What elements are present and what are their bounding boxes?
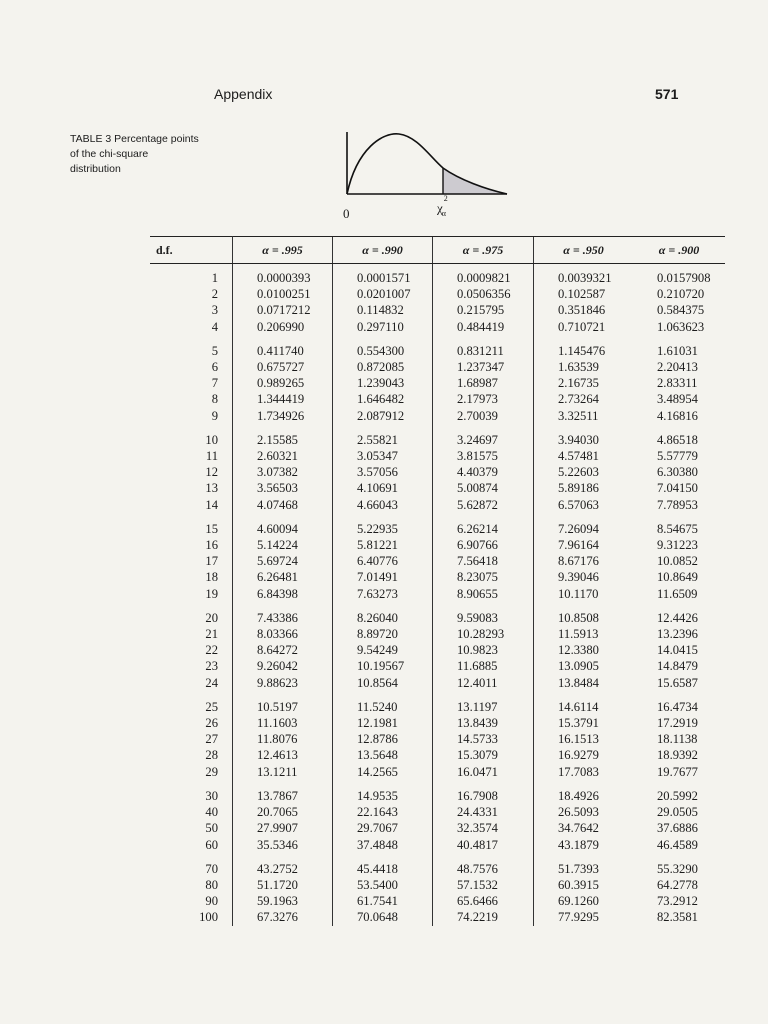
- cell-df: 2: [150, 286, 233, 302]
- cell-alpha-990: 6.40776: [333, 553, 433, 569]
- table-row: [150, 626, 725, 642]
- cell-df: 20: [150, 602, 233, 626]
- cell-alpha-995: 2.15585: [233, 424, 333, 448]
- cell-alpha-975: 0.0506356: [433, 286, 534, 302]
- cell-df: 50: [150, 820, 233, 836]
- cell-alpha-990: 1.239043: [333, 375, 433, 391]
- cell-alpha-950: 3.32511: [534, 408, 634, 424]
- table-row: [150, 675, 725, 691]
- cell-df: 1: [150, 264, 233, 287]
- cell-alpha-995: 1.344419: [233, 391, 333, 407]
- cell-alpha-995: 12.4613: [233, 747, 333, 763]
- cell-df: 3: [150, 302, 233, 318]
- cell-alpha-995: 51.1720: [233, 877, 333, 893]
- cell-alpha-995: 4.07468: [233, 497, 333, 513]
- cell-df: 8: [150, 391, 233, 407]
- table-row: [150, 837, 725, 853]
- cell-alpha-900: 0.0157908: [657, 271, 711, 285]
- cell-df: 13: [150, 480, 233, 496]
- table-row: [150, 553, 725, 569]
- cell-alpha-975: 1.237347: [433, 359, 534, 375]
- cell-alpha-990: 2.087912: [333, 408, 433, 424]
- table-row: [150, 642, 725, 658]
- cell-alpha-990: 29.7067: [333, 820, 433, 836]
- cell-alpha-975: 14.5733: [433, 731, 534, 747]
- table-row: [150, 586, 725, 602]
- cell-alpha-995: 0.989265: [233, 375, 333, 391]
- table-row: [150, 448, 725, 464]
- cell-alpha-995: 1.734926: [233, 408, 333, 424]
- table-row: [150, 877, 725, 893]
- cell-alpha-975: 65.6466: [433, 893, 534, 909]
- cell-alpha-990: 0.0201007: [333, 286, 433, 302]
- cell-alpha-975: 5.62872: [433, 497, 534, 513]
- cell-alpha-990: 45.4418: [333, 853, 433, 877]
- cell-alpha-950: 8.67176: [534, 553, 634, 569]
- cell-alpha-900: 4.86518: [657, 432, 698, 447]
- cell-alpha-950: 1.63539: [534, 359, 634, 375]
- cell-alpha-990: 53.5400: [333, 877, 433, 893]
- cell-alpha-900: 37.6886: [657, 821, 698, 836]
- cell-alpha-990: 9.54249: [333, 642, 433, 658]
- cell-df: 23: [150, 658, 233, 674]
- cell-alpha-975: 0.484419: [433, 319, 534, 335]
- cell-df: 28: [150, 747, 233, 763]
- table-row: [150, 359, 725, 375]
- cell-df: 7: [150, 375, 233, 391]
- cell-df: 40: [150, 804, 233, 820]
- cell-alpha-990: 7.01491: [333, 569, 433, 585]
- cell-df: 10: [150, 424, 233, 448]
- cell-alpha-995: 9.88623: [233, 675, 333, 691]
- figure-origin-label: 0: [343, 206, 350, 221]
- upper-tail-shaded-area: [443, 168, 507, 194]
- cell-alpha-900: 0.210720: [657, 287, 705, 302]
- cell-alpha-975: 40.4817: [433, 837, 534, 853]
- cell-alpha-950: 77.9295: [534, 909, 634, 925]
- cell-alpha-975: 13.1197: [433, 691, 534, 715]
- header-alpha-900: α = .900: [633, 237, 725, 264]
- cell-alpha-975: 1.68987: [433, 375, 534, 391]
- cell-alpha-990: 70.0648: [333, 909, 433, 925]
- table-row: [150, 780, 725, 804]
- table-row: [150, 286, 725, 302]
- cell-alpha-950: 6.57063: [534, 497, 634, 513]
- cell-alpha-900: 0.584375: [657, 303, 705, 318]
- cell-alpha-900: 18.9392: [657, 748, 698, 763]
- cell-alpha-995: 7.43386: [233, 602, 333, 626]
- cell-alpha-950: 5.22603: [534, 464, 634, 480]
- cell-alpha-995: 3.07382: [233, 464, 333, 480]
- cell-alpha-900: 17.2919: [657, 716, 698, 731]
- cell-alpha-950: 9.39046: [534, 569, 634, 585]
- cell-alpha-990: 7.63273: [333, 586, 433, 602]
- cell-alpha-975: 16.0471: [433, 764, 534, 780]
- chi-square-density-figure: [335, 128, 515, 204]
- table-row: [150, 375, 725, 391]
- cell-alpha-900: 2.83311: [657, 376, 698, 391]
- cell-alpha-950: 13.8484: [534, 675, 634, 691]
- cell-alpha-950: 10.1170: [534, 586, 634, 602]
- table-row: [150, 302, 725, 318]
- cell-alpha-900: 1.063623: [657, 319, 705, 334]
- cell-alpha-975: 7.56418: [433, 553, 534, 569]
- cell-alpha-900: 14.8479: [657, 659, 698, 674]
- cell-alpha-975: 8.90655: [433, 586, 534, 602]
- cell-alpha-990: 8.89720: [333, 626, 433, 642]
- cell-df: 24: [150, 675, 233, 691]
- cell-alpha-950: 17.7083: [534, 764, 634, 780]
- cell-alpha-975: 13.8439: [433, 715, 534, 731]
- table-caption: TABLE 3 Percentage points of the chi-square distribution: [70, 133, 199, 175]
- cell-alpha-950: 14.6114: [534, 691, 634, 715]
- cell-alpha-975: 6.26214: [433, 513, 534, 537]
- cell-alpha-900: 7.78953: [657, 497, 698, 512]
- cell-alpha-975: 0.831211: [433, 335, 534, 359]
- cell-df: 100: [150, 909, 233, 925]
- cell-alpha-995: 6.84398: [233, 586, 333, 602]
- cell-df: 19: [150, 586, 233, 602]
- cell-alpha-990: 0.114832: [333, 302, 433, 318]
- cell-alpha-900: 12.4426: [657, 610, 698, 625]
- figure-chi-label: [437, 194, 448, 218]
- cell-alpha-995: 20.7065: [233, 804, 333, 820]
- cell-alpha-990: 12.8786: [333, 731, 433, 747]
- cell-alpha-950: 15.3791: [534, 715, 634, 731]
- cell-df: 15: [150, 513, 233, 537]
- table-header-row: [150, 237, 725, 264]
- cell-alpha-950: 43.1879: [534, 837, 634, 853]
- cell-alpha-975: 16.7908: [433, 780, 534, 804]
- cell-alpha-950: 26.5093: [534, 804, 634, 820]
- cell-alpha-950: 16.9279: [534, 747, 634, 763]
- cell-df: 11: [150, 448, 233, 464]
- cell-alpha-995: 8.03366: [233, 626, 333, 642]
- header-df: d.f.: [150, 237, 233, 264]
- table-row: [150, 747, 725, 763]
- cell-alpha-995: 0.675727: [233, 359, 333, 375]
- table-row: [150, 602, 725, 626]
- cell-alpha-900: 1.61031: [657, 343, 698, 358]
- cell-alpha-900: 20.5992: [657, 788, 698, 803]
- cell-alpha-995: 3.56503: [233, 480, 333, 496]
- table-row: [150, 464, 725, 480]
- cell-alpha-995: 4.60094: [233, 513, 333, 537]
- cell-alpha-950: 11.5913: [534, 626, 634, 642]
- cell-alpha-990: 0.297110: [333, 319, 433, 335]
- cell-df: 18: [150, 569, 233, 585]
- cell-alpha-995: 59.1963: [233, 893, 333, 909]
- cell-alpha-990: 4.66043: [333, 497, 433, 513]
- cell-alpha-900: 15.6587: [657, 675, 698, 690]
- table-row: [150, 408, 725, 424]
- cell-alpha-995: 11.1603: [233, 715, 333, 731]
- table-row: [150, 715, 725, 731]
- cell-alpha-950: 69.1260: [534, 893, 634, 909]
- cell-alpha-900: 64.2778: [657, 877, 698, 892]
- cell-alpha-990: 13.5648: [333, 747, 433, 763]
- header-alpha-950: α = .950: [534, 237, 634, 264]
- cell-alpha-900: 6.30380: [657, 465, 698, 480]
- table-row: [150, 893, 725, 909]
- cell-df: 16: [150, 537, 233, 553]
- cell-df: 70: [150, 853, 233, 877]
- cell-alpha-950: 1.145476: [534, 335, 634, 359]
- cell-alpha-990: 5.22935: [333, 513, 433, 537]
- table-row: [150, 391, 725, 407]
- cell-alpha-900: 11.6509: [657, 586, 698, 601]
- cell-alpha-975: 8.23075: [433, 569, 534, 585]
- cell-alpha-975: 3.81575: [433, 448, 534, 464]
- table-row: [150, 424, 725, 448]
- table-body: [150, 264, 725, 926]
- cell-alpha-990: 22.1643: [333, 804, 433, 820]
- cell-df: 22: [150, 642, 233, 658]
- cell-alpha-990: 37.4848: [333, 837, 433, 853]
- cell-alpha-995: 0.0100251: [233, 286, 333, 302]
- cell-alpha-950: 18.4926: [534, 780, 634, 804]
- cell-alpha-950: 0.710721: [534, 319, 634, 335]
- cell-alpha-975: 32.3574: [433, 820, 534, 836]
- cell-alpha-975: 2.70039: [433, 408, 534, 424]
- table-row: [150, 764, 725, 780]
- table-row: [150, 909, 725, 925]
- cell-alpha-950: 2.16735: [534, 375, 634, 391]
- cell-alpha-950: 4.57481: [534, 448, 634, 464]
- cell-alpha-995: 8.64272: [233, 642, 333, 658]
- cell-alpha-975: 5.00874: [433, 480, 534, 496]
- cell-alpha-950: 60.3915: [534, 877, 634, 893]
- cell-alpha-990: 8.26040: [333, 602, 433, 626]
- cell-df: 30: [150, 780, 233, 804]
- cell-df: 27: [150, 731, 233, 747]
- cell-alpha-975: 57.1532: [433, 877, 534, 893]
- cell-alpha-975: 12.4011: [433, 675, 534, 691]
- chi-superscript: 2: [443, 194, 448, 203]
- table-row: [150, 731, 725, 747]
- cell-alpha-995: 5.14224: [233, 537, 333, 553]
- cell-alpha-995: 2.60321: [233, 448, 333, 464]
- cell-alpha-995: 13.1211: [233, 764, 333, 780]
- cell-df: 4: [150, 319, 233, 335]
- page-number: 571: [655, 86, 679, 102]
- cell-alpha-900: 3.48954: [657, 392, 698, 407]
- cell-alpha-950: 5.89186: [534, 480, 634, 496]
- running-header-section: Appendix: [214, 86, 273, 102]
- cell-alpha-900: 14.0415: [657, 643, 698, 658]
- cell-alpha-990: 1.646482: [333, 391, 433, 407]
- cell-alpha-995: 35.5346: [233, 837, 333, 853]
- cell-alpha-975: 9.59083: [433, 602, 534, 626]
- cell-alpha-990: 10.19567: [333, 658, 433, 674]
- cell-df: 9: [150, 408, 233, 424]
- cell-alpha-900: 10.8649: [657, 570, 698, 585]
- cell-alpha-990: 3.57056: [333, 464, 433, 480]
- cell-alpha-950: 0.0039321: [534, 264, 634, 287]
- header-alpha-990: α = .990: [333, 237, 433, 264]
- cell-alpha-900: 29.0505: [657, 805, 698, 820]
- cell-alpha-990: 10.8564: [333, 675, 433, 691]
- cell-alpha-975: 24.4331: [433, 804, 534, 820]
- table-row: [150, 264, 725, 287]
- cell-alpha-975: 0.215795: [433, 302, 534, 318]
- cell-alpha-990: 0.0001571: [333, 264, 433, 287]
- cell-alpha-975: 2.17973: [433, 391, 534, 407]
- cell-alpha-975: 15.3079: [433, 747, 534, 763]
- cell-alpha-950: 0.351846: [534, 302, 634, 318]
- cell-alpha-950: 51.7393: [534, 853, 634, 877]
- cell-alpha-995: 67.3276: [233, 909, 333, 925]
- cell-alpha-900: 19.7677: [657, 764, 698, 779]
- cell-alpha-900: 16.4734: [657, 699, 698, 714]
- density-curve: [347, 134, 507, 194]
- cell-alpha-975: 3.24697: [433, 424, 534, 448]
- cell-alpha-900: 4.16816: [657, 408, 698, 423]
- cell-alpha-995: 6.26481: [233, 569, 333, 585]
- cell-alpha-995: 5.69724: [233, 553, 333, 569]
- cell-df: 25: [150, 691, 233, 715]
- cell-alpha-950: 2.73264: [534, 391, 634, 407]
- header-alpha-995: α = .995: [233, 237, 333, 264]
- cell-alpha-900: 46.4589: [657, 837, 698, 852]
- cell-alpha-990: 12.1981: [333, 715, 433, 731]
- chi-subscript: α: [441, 208, 446, 218]
- table-row: [150, 513, 725, 537]
- cell-alpha-975: 0.0009821: [433, 264, 534, 287]
- cell-alpha-975: 6.90766: [433, 537, 534, 553]
- cell-alpha-995: 11.8076: [233, 731, 333, 747]
- cell-df: 6: [150, 359, 233, 375]
- cell-alpha-995: 43.2752: [233, 853, 333, 877]
- cell-alpha-900: 82.3581: [657, 910, 698, 925]
- cell-alpha-900: 55.3290: [657, 861, 698, 876]
- table-row: [150, 804, 725, 820]
- cell-alpha-990: 0.872085: [333, 359, 433, 375]
- cell-alpha-950: 3.94030: [534, 424, 634, 448]
- table-row: [150, 691, 725, 715]
- cell-alpha-900: 13.2396: [657, 627, 698, 642]
- cell-alpha-975: 4.40379: [433, 464, 534, 480]
- cell-alpha-950: 34.7642: [534, 820, 634, 836]
- cell-alpha-975: 10.9823: [433, 642, 534, 658]
- cell-df: 26: [150, 715, 233, 731]
- cell-alpha-950: 16.1513: [534, 731, 634, 747]
- table-row: [150, 569, 725, 585]
- cell-alpha-900: 73.2912: [657, 894, 698, 909]
- table-row: [150, 820, 725, 836]
- cell-alpha-990: 14.9535: [333, 780, 433, 804]
- cell-df: 5: [150, 335, 233, 359]
- cell-alpha-990: 2.55821: [333, 424, 433, 448]
- cell-df: 90: [150, 893, 233, 909]
- cell-alpha-995: 9.26042: [233, 658, 333, 674]
- cell-alpha-995: 0.411740: [233, 335, 333, 359]
- cell-alpha-975: 74.2219: [433, 909, 534, 925]
- table-row: [150, 497, 725, 513]
- cell-alpha-995: 27.9907: [233, 820, 333, 836]
- cell-alpha-995: 0.206990: [233, 319, 333, 335]
- cell-alpha-900: 18.1138: [657, 732, 698, 747]
- cell-df: 14: [150, 497, 233, 513]
- cell-alpha-995: 13.7867: [233, 780, 333, 804]
- cell-alpha-975: 10.28293: [433, 626, 534, 642]
- cell-alpha-900: 2.20413: [657, 360, 698, 375]
- table-row: [150, 335, 725, 359]
- chi-symbol: χ: [437, 200, 443, 216]
- cell-alpha-990: 5.81221: [333, 537, 433, 553]
- cell-alpha-995: 10.5197: [233, 691, 333, 715]
- cell-alpha-950: 7.26094: [534, 513, 634, 537]
- cell-df: 12: [150, 464, 233, 480]
- cell-df: 60: [150, 837, 233, 853]
- cell-alpha-950: 13.0905: [534, 658, 634, 674]
- cell-alpha-900: 5.57779: [657, 449, 698, 464]
- cell-alpha-950: 7.96164: [534, 537, 634, 553]
- cell-alpha-990: 61.7541: [333, 893, 433, 909]
- cell-alpha-900: 9.31223: [657, 538, 698, 553]
- cell-df: 17: [150, 553, 233, 569]
- cell-alpha-995: 0.0000393: [233, 264, 333, 287]
- table-row: [150, 480, 725, 496]
- cell-alpha-950: 12.3380: [534, 642, 634, 658]
- table-row: [150, 658, 725, 674]
- cell-df: 21: [150, 626, 233, 642]
- cell-alpha-995: 0.0717212: [233, 302, 333, 318]
- cell-alpha-990: 14.2565: [333, 764, 433, 780]
- cell-alpha-900: 10.0852: [657, 554, 698, 569]
- header-alpha-975: α = .975: [433, 237, 534, 264]
- cell-alpha-990: 0.554300: [333, 335, 433, 359]
- cell-alpha-950: 0.102587: [534, 286, 634, 302]
- cell-alpha-990: 3.05347: [333, 448, 433, 464]
- table-row: [150, 853, 725, 877]
- cell-df: 29: [150, 764, 233, 780]
- chi-square-table: [150, 236, 725, 926]
- cell-alpha-990: 11.5240: [333, 691, 433, 715]
- table-row: [150, 319, 725, 335]
- cell-alpha-990: 4.10691: [333, 480, 433, 496]
- table-row: [150, 537, 725, 553]
- cell-alpha-975: 11.6885: [433, 658, 534, 674]
- cell-alpha-975: 48.7576: [433, 853, 534, 877]
- cell-alpha-900: 7.04150: [657, 481, 698, 496]
- cell-alpha-900: 8.54675: [657, 521, 698, 536]
- cell-df: 80: [150, 877, 233, 893]
- cell-alpha-950: 10.8508: [534, 602, 634, 626]
